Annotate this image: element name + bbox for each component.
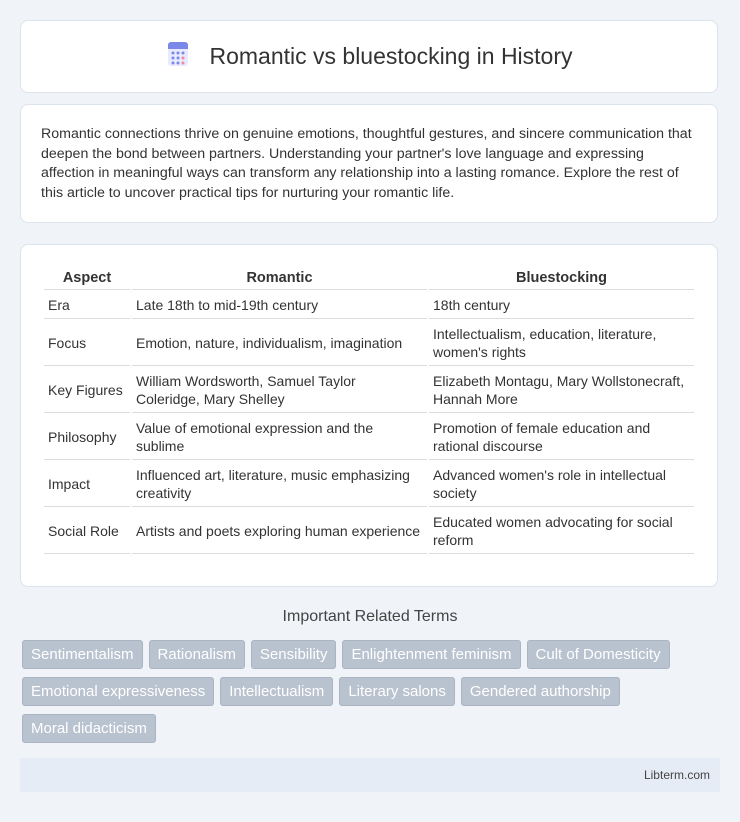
page-footer	[20, 758, 720, 792]
cell-aspect: Impact	[44, 462, 130, 507]
cell-aspect: Era	[44, 292, 130, 319]
header-aspect: Aspect	[44, 267, 130, 290]
page-header	[20, 20, 718, 93]
cell-bluestocking: Promotion of female education and rational discourse	[429, 415, 694, 460]
table-row	[44, 509, 694, 554]
related-terms-title: Important Related Terms	[282, 608, 458, 625]
footer-link[interactable]: Libterm.com	[643, 768, 710, 782]
table-row	[44, 415, 694, 460]
cell-romantic: Artists and poets exploring human experience	[132, 509, 427, 554]
cell-bluestocking: Advanced women's role in intellectual society	[429, 462, 694, 507]
cell-romantic: Late 18th to mid-19th century	[132, 292, 427, 319]
comparison-card	[20, 244, 718, 587]
table-row	[44, 321, 694, 366]
related-term-tag[interactable]: Sensibility	[251, 640, 337, 669]
related-term-tag[interactable]: Rationalism	[149, 640, 245, 669]
table-row	[44, 292, 694, 319]
table-row	[44, 368, 694, 413]
comparison-table	[42, 265, 696, 556]
page-title: Romantic vs bluestocking in History	[209, 43, 573, 69]
table-row	[44, 462, 694, 507]
related-term-tag[interactable]: Intellectualism	[220, 677, 333, 706]
related-term-tag[interactable]: Enlightenment feminism	[342, 640, 520, 669]
related-term-tag[interactable]: Cult of Domesticity	[527, 640, 670, 669]
table-header-row	[44, 267, 694, 290]
cell-aspect: Philosophy	[44, 415, 130, 460]
intro-card	[20, 104, 718, 223]
related-term-tag[interactable]: Emotional expressiveness	[22, 677, 214, 706]
cell-aspect: Social Role	[44, 509, 130, 554]
cell-aspect: Key Figures	[44, 368, 130, 413]
related-term-tag[interactable]: Literary salons	[339, 677, 455, 706]
intro-text: Romantic connections thrive on genuine emotions, thoughtful gestures, and sincere communication that deepen the bond between partners. Understanding your partner's love language and expressing affection in meaningful ways can transform any relationship into a lasting romance. Explore the rest of this article to uncover practical tips for nurturing your romantic life.	[41, 126, 692, 201]
cell-aspect: Focus	[44, 321, 130, 366]
header-romantic: Romantic	[132, 267, 427, 290]
cell-romantic: Emotion, nature, individualism, imagination	[132, 321, 427, 366]
cell-bluestocking: Elizabeth Montagu, Mary Wollstonecraft, Hannah More	[429, 368, 694, 413]
related-term-tag[interactable]: Gendered authorship	[461, 677, 620, 706]
related-terms-list	[22, 640, 722, 751]
cell-romantic: Value of emotional expression and the sublime	[132, 415, 427, 460]
cell-bluestocking: 18th century	[429, 292, 694, 319]
related-term-tag[interactable]: Moral didacticism	[22, 714, 156, 743]
cell-bluestocking: Educated women advocating for social reform	[429, 509, 694, 554]
cell-romantic: William Wordsworth, Samuel Taylor Coleridge, Mary Shelley	[132, 368, 427, 413]
related-term-tag[interactable]: Sentimentalism	[22, 640, 143, 669]
header-bluestocking: Bluestocking	[429, 267, 694, 290]
cell-bluestocking: Intellectualism, education, literature, women's rights	[429, 321, 694, 366]
calculator-icon	[165, 41, 191, 72]
cell-romantic: Influenced art, literature, music emphasizing creativity	[132, 462, 427, 507]
